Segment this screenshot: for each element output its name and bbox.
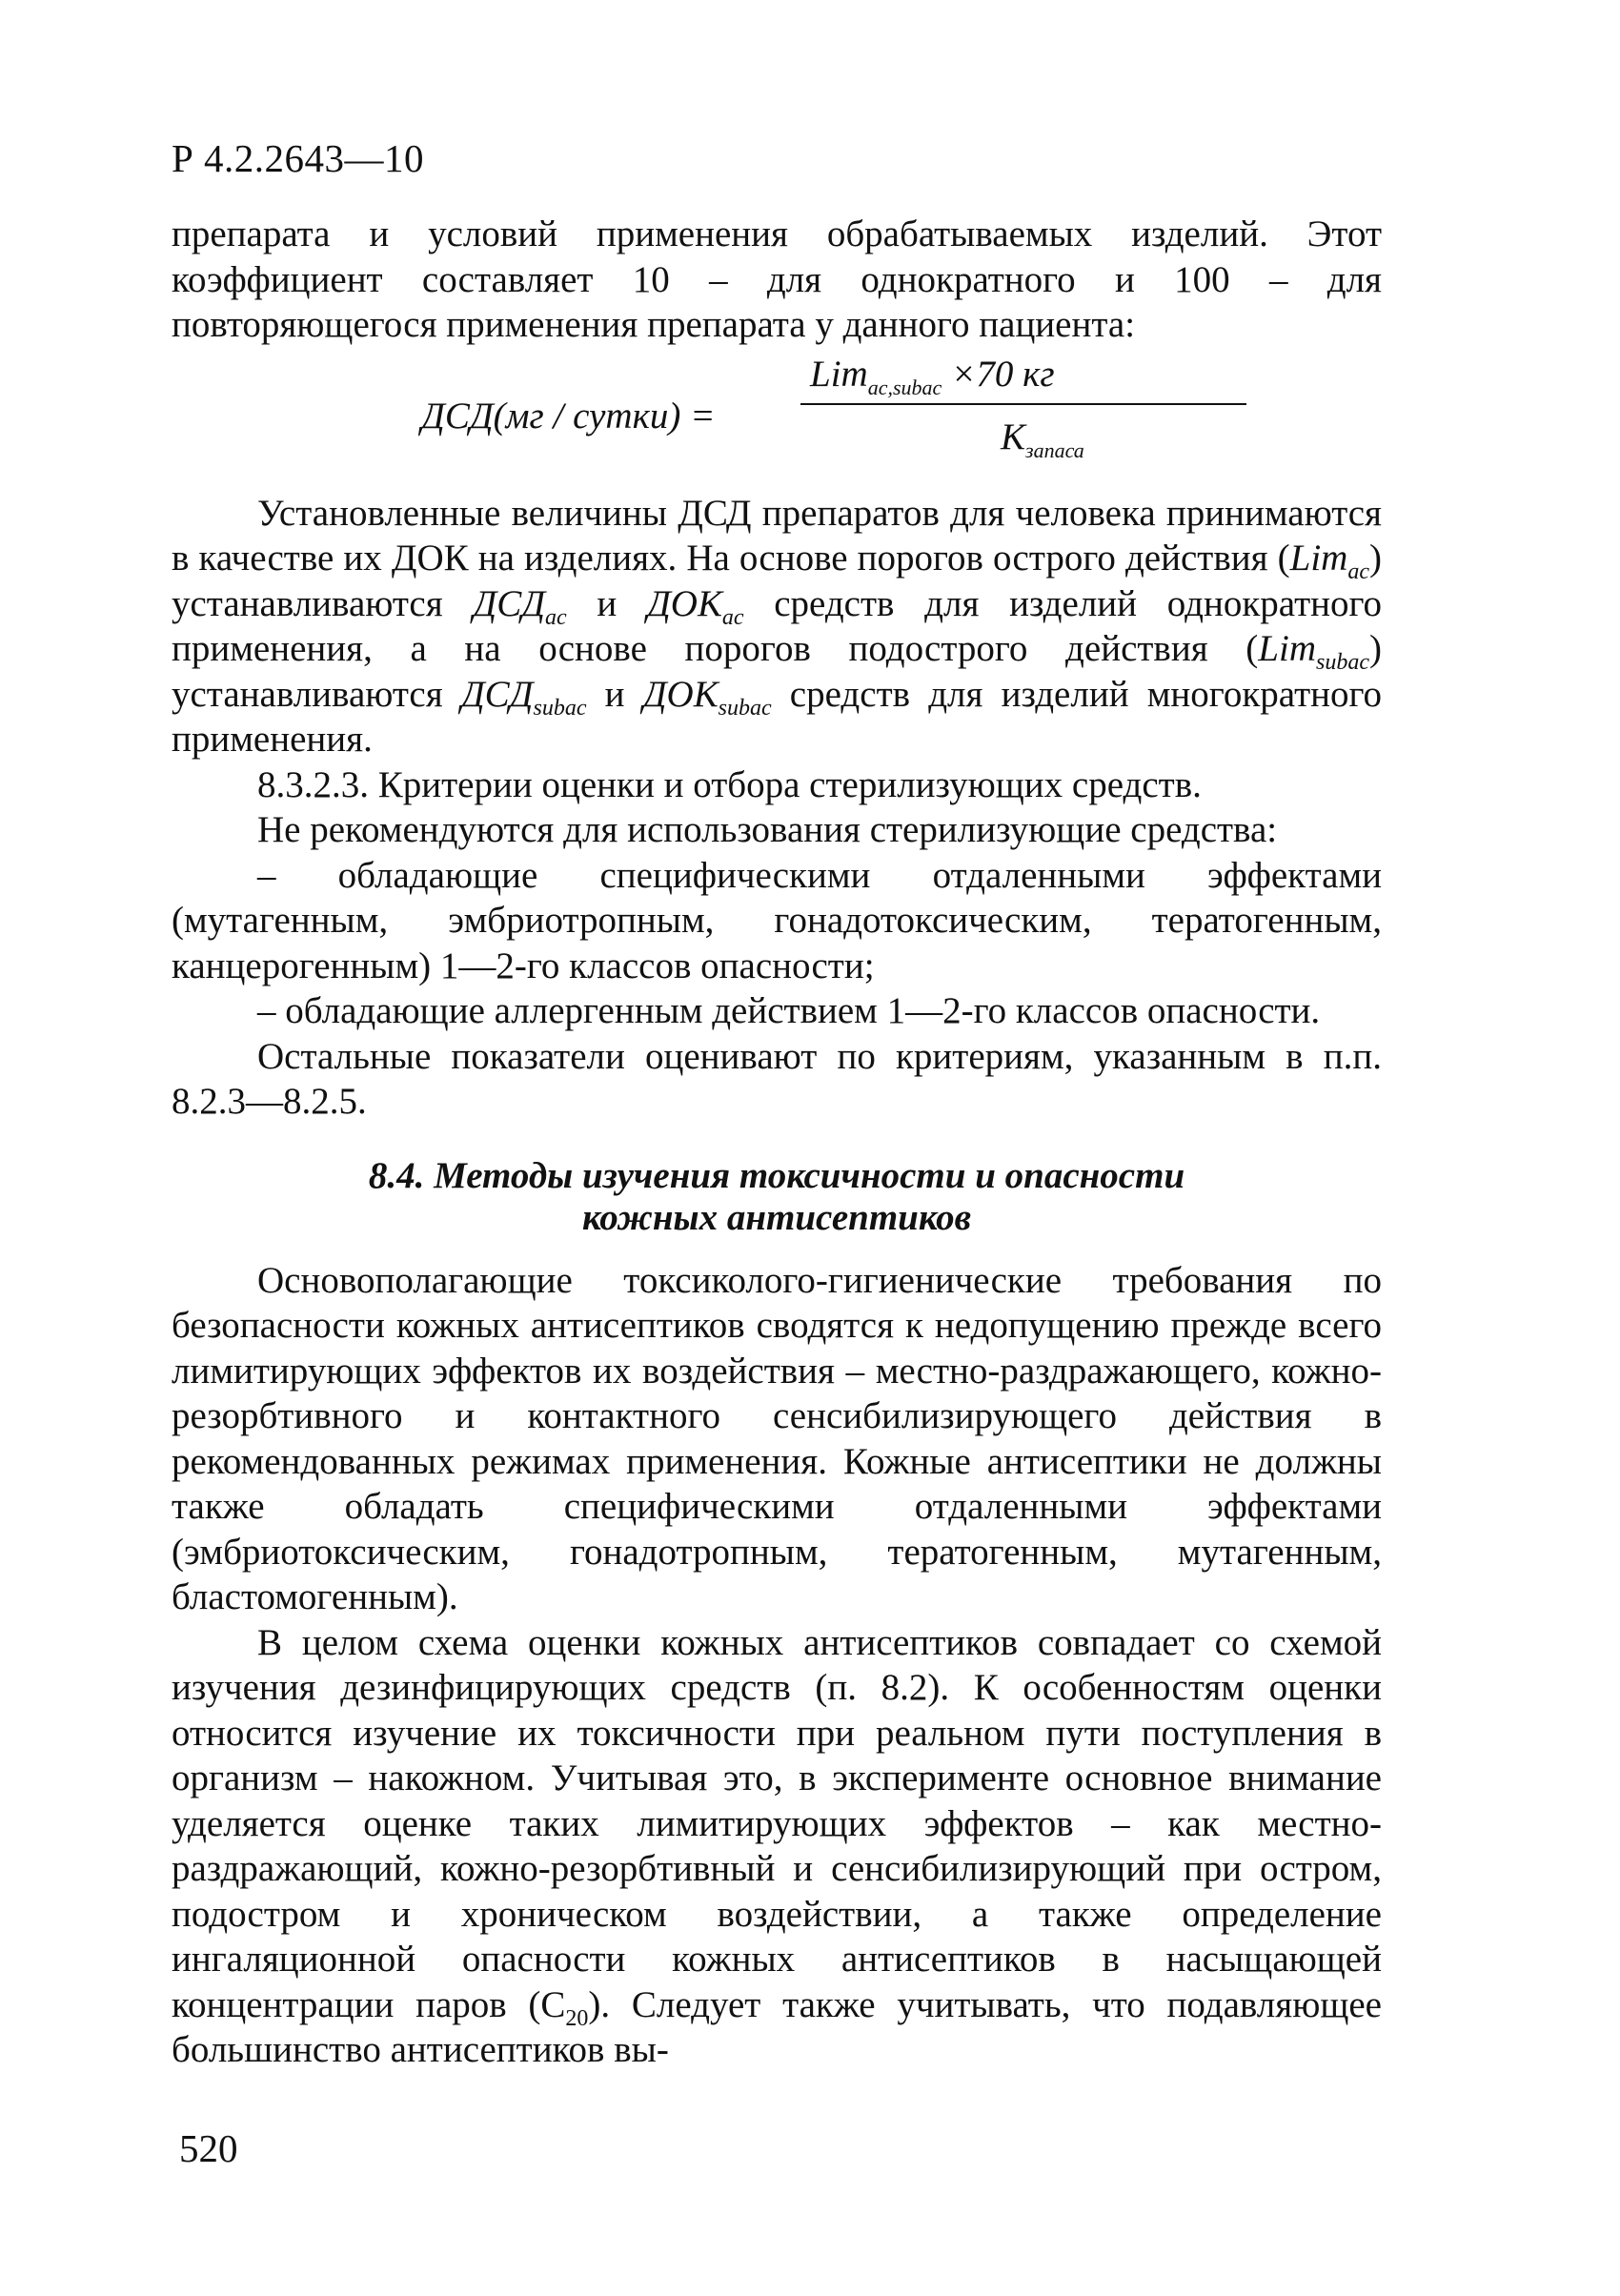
fraction-bar (800, 403, 1246, 405)
page-number: 520 (179, 2126, 238, 2170)
paragraph: Не рекомендуются для использования стерилизующие средства: (257, 809, 1278, 850)
body-text (172, 212, 1382, 2073)
document-code: Р 4.2.2643—10 (172, 136, 425, 180)
section-heading: 8.4. Методы изучения токсичности и опасности кожных антисептиков (368, 1154, 1185, 1238)
formula-lhs: ДСД(мг / сутки) = (421, 395, 716, 437)
paragraph: 8.3.2.3. Критерии оценки и отбора стерилизующих средств. (257, 763, 1202, 805)
paragraph: Остальные показатели оценивают по критериям, указанным в п.п. 8.2.3—8.2.5. (172, 1035, 1382, 1122)
paragraph: В целом схема оценки кожных антисептиков совпадает со схемой изучения дезинфицирующих средств (п. 8.2). К особенностям оценки относится изучение их токсичности при реальном пути поступления в организм – накожном. Учитывая это, в эксперименте основное внимание уделяется оценке таких лимитирующих эффектов – как местно-раздражающий, кожно-резорбтивный и сенсибилизирующий при остром, подостром и хроническом воздействии, а также определение ингаляционной опасности кожных антисептиков в насыщающей концентрации паров $(C_{20})$. Следует также учитывать, что подавляющее большинство антисептиков вы- (172, 1621, 1382, 2070)
formula-numerator: Lim$_{ac,subac}$ ×70 кг (810, 353, 1055, 399)
paragraph: препарата и условий применения обрабатываемых изделий. Этот коэффициент составляет 10 – для однократного и 100 – для повторяющегося применения препарата у данного пациента: (172, 213, 1382, 345)
formula (172, 348, 1382, 491)
formula-denominator: $K_{запаса}$ (1001, 416, 1084, 462)
list-item: – обладающие специфическими отдаленными эффектами (мутагенным, эмбриотропным, гонадотоксическим, тератогенным, канцерогенным) 1—2-го классов опасности; (172, 854, 1382, 986)
list-item: – обладающие аллергенным действием 1—2-го классов опасности. (257, 990, 1321, 1031)
paragraph: Установленные величины ДСД препаратов для человека принимаются в качестве их ДОК на изделиях. На основе порогов острого действия (Lim$_{ac}$) устанавливаются $ДСД_{ac}$ и $ДОК_{ac}$ средств для изделий однократного применения, а на основе порогов подострого действия (Lim$_{subac}$) устанавливаются $ДСД_{subac}$ и $ДОК_{subac}$ средств для изделий многократного применения. (172, 492, 1383, 760)
paragraph: Основополагающие токсиколого-гигиенические требования по безопасности кожных антисептиков сводятся к недопущению прежде всего лимитирующих эффектов их воздействия – местно-раздражающего, кожно-резорбтивного и контактного сенсибилизирующего действия в рекомендованных режимах применения. Кожные антисептики не должны также обладать специфическими отдаленными эффектами (эмбриотоксическим, гонадотропным, тератогенным, мутагенным, бластомогенным). (172, 1259, 1382, 1617)
